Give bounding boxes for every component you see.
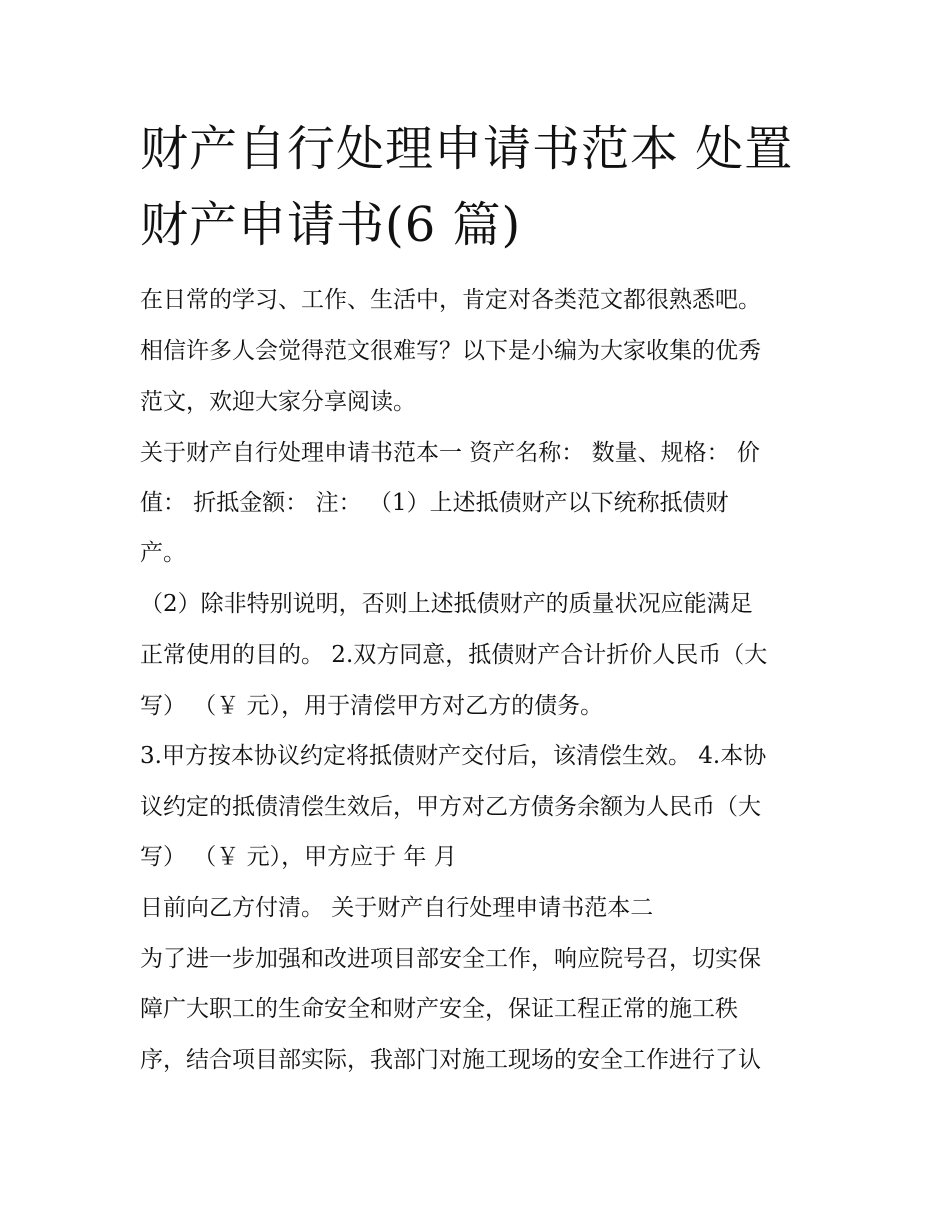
body-text-line: 为了进一步加强和改进项目部安全工作，响应院号召，切实保 bbox=[140, 946, 761, 972]
body-text-line: 相信许多人会觉得范文很难写？以下是小编为大家收集的优秀 bbox=[140, 338, 761, 364]
body-text-line: 关于财产自行处理申请书范本一 资产名称： 数量、规格： 价 bbox=[140, 440, 760, 466]
body-text-line: 序，结合项目部实际，我部门对施工现场的安全工作进行了认 bbox=[140, 1047, 761, 1073]
body-text-line: 在日常的学习、工作、生活中，肯定对各类范文都很熟悉吧。 bbox=[140, 287, 761, 313]
body-text-line: 值： 折抵金额： 注： （1）上述抵债财产以下统称抵债财 bbox=[140, 490, 729, 516]
body-text-line: 障广大职工的生命安全和财产安全，保证工程正常的施工秩 bbox=[140, 996, 738, 1022]
document-title-line-1: 财产自行处理申请书范本 处置 bbox=[140, 121, 794, 177]
body-text-line: 3.甲方按本协议约定将抵债财产交付后，该清偿生效。 4.本协 bbox=[140, 743, 767, 769]
body-text-line: （2）除非特别说明，否则上述抵债财产的质量状况应能满足 bbox=[140, 591, 753, 617]
body-text-line: 写） （￥ 元），甲方应于 年 月 bbox=[140, 844, 457, 870]
body-text-line: 写） （￥ 元），用于清偿甲方对乙方的债务。 bbox=[140, 693, 604, 719]
body-text-line: 日前向乙方付清。 关于财产自行处理申请书范本二 bbox=[140, 895, 654, 921]
body-text-line: 产。 bbox=[140, 540, 186, 566]
body-text-line: 正常使用的目的。 2.双方同意，抵债财产合计折价人民币（大 bbox=[140, 642, 768, 668]
body-text-line: 议约定的抵债清偿生效后，甲方对乙方债务余额为人民币（大 bbox=[140, 794, 761, 820]
body-text-line: 范文，欢迎大家分享阅读。 bbox=[140, 389, 416, 415]
document-title-line-2: 财产申请书(6 篇) bbox=[140, 197, 522, 253]
